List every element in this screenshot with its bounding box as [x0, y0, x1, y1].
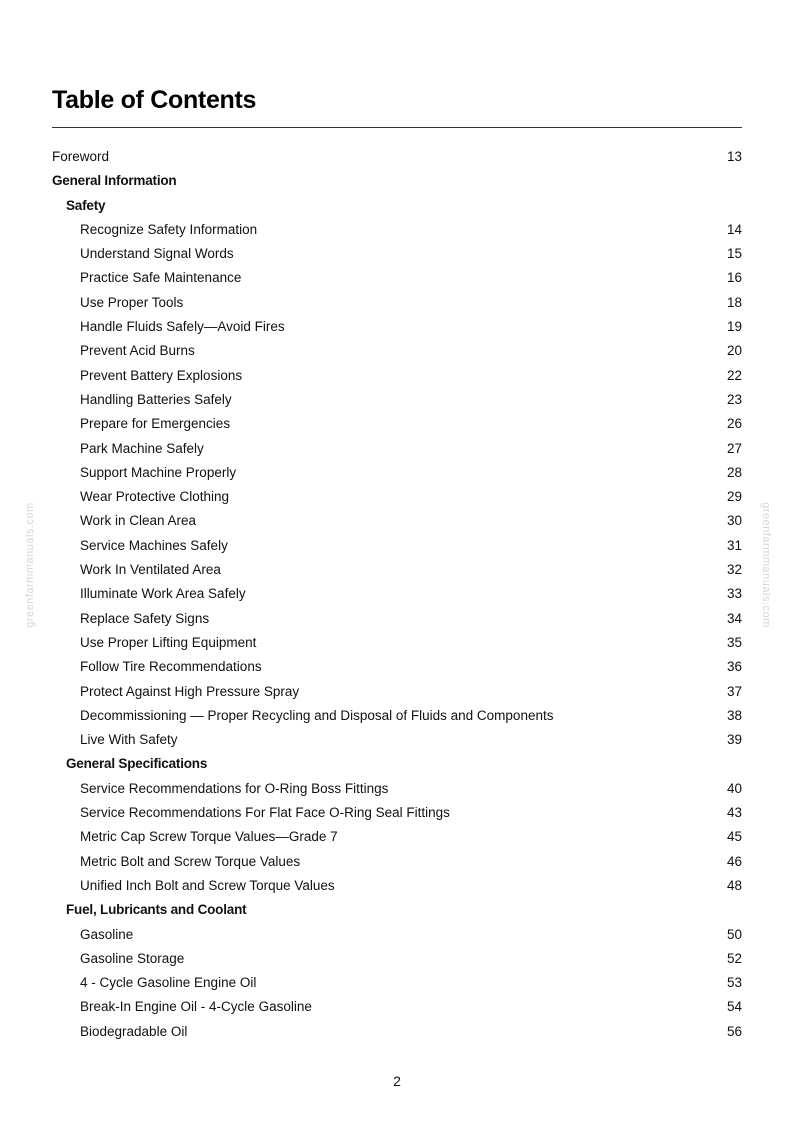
toc-entry-label: Park Machine Safely [80, 440, 204, 456]
toc-entry-label: Metric Bolt and Screw Torque Values [80, 853, 301, 869]
toc-entry-page: 45 [726, 829, 742, 845]
toc-entry-label: Handling Batteries Safely [80, 391, 232, 407]
toc-entry[interactable] [52, 728, 742, 752]
toc-entry-label: Understand Signal Words [80, 246, 234, 262]
toc-entry-label: Replace Safety Signs [80, 610, 210, 626]
toc-entry-page: 32 [726, 562, 742, 578]
toc-entry[interactable] [52, 388, 742, 412]
toc-entry[interactable] [52, 1020, 742, 1044]
toc-entry-label: Support Machine Properly [80, 464, 237, 480]
toc-entry-label: Wear Protective Clothing [80, 489, 230, 505]
toc-entry-label: Biodegradable Oil [80, 1023, 188, 1039]
toc-entry[interactable] [52, 850, 742, 874]
toc-entry-label: Handle Fluids Safely—Avoid Fires [80, 319, 285, 335]
toc-entry-label: Decommissioning — Proper Recycling and Disposal of Fluids and Components [80, 707, 554, 723]
toc-entry[interactable] [52, 995, 742, 1019]
toc-entry-page: 48 [726, 877, 742, 893]
toc-section-heading [52, 752, 742, 776]
toc-entry-label: Follow Tire Recommendations [80, 659, 262, 675]
toc-entry[interactable] [52, 291, 742, 315]
toc-entry-page: 38 [726, 707, 742, 723]
toc-entry-page: 22 [726, 367, 742, 383]
toc-entry-label: Service Recommendations for O-Ring Boss Fittings [80, 780, 389, 796]
toc-entry[interactable] [52, 801, 742, 825]
toc-entry-page: 33 [726, 586, 742, 602]
toc-entry-label: General Specifications [66, 756, 208, 772]
toc-entry-label: Work In Ventilated Area [80, 562, 221, 578]
toc-entry-page: 23 [726, 391, 742, 407]
toc-entry[interactable] [52, 582, 742, 606]
toc-entry[interactable] [52, 631, 742, 655]
watermark-left: greenfarmmanuals.com [24, 502, 36, 628]
toc-entry-label: Illuminate Work Area Safely [80, 586, 246, 602]
toc-entry-page: 26 [726, 416, 742, 432]
toc-entry-page: 54 [726, 999, 742, 1015]
page-number: 2 [393, 1073, 401, 1089]
toc-entry[interactable] [52, 825, 742, 849]
toc-entry-label: Protect Against High Pressure Spray [80, 683, 300, 699]
toc-entry-label: Work in Clean Area [80, 513, 197, 529]
toc-entry-label: Prevent Acid Burns [80, 343, 195, 359]
toc-entry-page: 40 [726, 780, 742, 796]
toc-entry-label: Practice Safe Maintenance [80, 270, 242, 286]
toc-entry[interactable] [52, 874, 742, 898]
toc-section-heading [52, 194, 742, 218]
watermark-right: greenfarmmanuals.com [760, 502, 772, 628]
toc-entry-label: Use Proper Tools [80, 294, 184, 310]
toc-entry-label: Fuel, Lubricants and Coolant [66, 902, 247, 918]
toc-entry-page: 39 [726, 732, 742, 748]
toc-entry-label: Recognize Safety Information [80, 221, 258, 237]
toc-entry[interactable] [52, 509, 742, 533]
toc-entry-page: 30 [726, 513, 742, 529]
toc-entry-page: 31 [726, 537, 742, 553]
toc-entry-label: Foreword [52, 149, 110, 164]
toc-entry-label: Service Machines Safely [80, 537, 228, 553]
toc-entry[interactable] [52, 607, 742, 631]
toc-entry[interactable] [52, 461, 742, 485]
toc-entry-page: 53 [726, 975, 742, 991]
toc-entry[interactable] [52, 339, 742, 363]
toc-entry-page: 29 [726, 489, 742, 505]
toc-entry[interactable] [52, 242, 742, 266]
toc-entry-label: Metric Cap Screw Torque Values—Grade 7 [80, 829, 338, 845]
toc-section-heading [52, 169, 742, 193]
toc-entry[interactable] [52, 923, 742, 947]
toc-entry-label: General Information [52, 173, 177, 189]
toc-entry-page: 34 [726, 610, 742, 626]
toc-entry[interactable] [52, 704, 742, 728]
table-of-contents [52, 145, 742, 1044]
toc-entry-label: Safety [66, 197, 106, 213]
toc-entry-page: 37 [726, 683, 742, 699]
toc-entry-page: 16 [726, 270, 742, 286]
toc-entry-page: 36 [726, 659, 742, 675]
toc-entry-label: Live With Safety [80, 732, 178, 748]
toc-entry-label: Unified Inch Bolt and Screw Torque Values [80, 877, 335, 893]
toc-entry[interactable] [52, 145, 742, 169]
toc-entry[interactable] [52, 412, 742, 436]
toc-entry-page: 28 [726, 464, 742, 480]
toc-entry-page: 27 [726, 440, 742, 456]
toc-entry-page: 43 [726, 805, 742, 821]
toc-section-heading [52, 898, 742, 922]
toc-entry[interactable] [52, 364, 742, 388]
toc-entry[interactable] [52, 266, 742, 290]
toc-entry[interactable] [52, 534, 742, 558]
toc-entry-page: 13 [726, 149, 742, 164]
toc-entry-page: 20 [726, 343, 742, 359]
toc-entry[interactable] [52, 558, 742, 582]
toc-entry[interactable] [52, 971, 742, 995]
toc-entry[interactable] [52, 947, 742, 971]
toc-entry[interactable] [52, 315, 742, 339]
toc-entry-label: Break-In Engine Oil - 4-Cycle Gasoline [80, 999, 312, 1015]
page-title: Table of Contents [52, 86, 257, 114]
toc-entry[interactable] [52, 777, 742, 801]
toc-entry-label: Service Recommendations For Flat Face O-Ring Seal Fittings [80, 805, 450, 821]
toc-entry-page: 15 [726, 246, 742, 262]
toc-entry-page: 50 [726, 926, 742, 942]
toc-entry-label: Gasoline Storage [80, 950, 185, 966]
toc-entry-page: 52 [726, 950, 742, 966]
toc-entry-label: Use Proper Lifting Equipment [80, 634, 257, 650]
toc-entry-label: Prevent Battery Explosions [80, 367, 243, 383]
toc-entry[interactable] [52, 218, 742, 242]
toc-entry-page: 56 [726, 1023, 742, 1039]
title-divider [52, 127, 742, 128]
toc-entry[interactable] [52, 485, 742, 509]
toc-entry-page: 18 [726, 294, 742, 310]
toc-entry-page: 19 [726, 319, 742, 335]
toc-entry-page: 46 [726, 853, 742, 869]
toc-entry-label: Gasoline [80, 926, 134, 942]
toc-entry-label: Prepare for Emergencies [80, 416, 231, 432]
toc-entry[interactable] [52, 655, 742, 679]
toc-entry-page: 35 [726, 634, 742, 650]
toc-entry[interactable] [52, 680, 742, 704]
toc-entry[interactable] [52, 437, 742, 461]
toc-entry-page: 14 [726, 221, 742, 237]
toc-entry-label: 4 - Cycle Gasoline Engine Oil [80, 975, 257, 991]
